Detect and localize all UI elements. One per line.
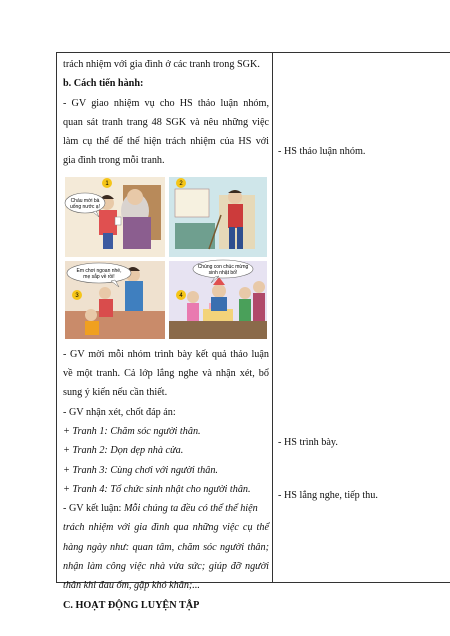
p3-line: - GV nhận xét, chốt đáp án:: [63, 406, 176, 418]
panel-3-number: 3: [75, 292, 79, 299]
p2-line-2: về một tranh. Cả lớp lắng nghe và nhận xét, bổ: [63, 368, 269, 380]
conclusion-line-4: nhận làm công việc nhà vừa sức; giúp đỡ người: [63, 561, 269, 573]
student-activity-1: - HS thảo luận nhóm.: [278, 146, 366, 157]
conclusion-line-3: hàng ngày như: quan tâm, chăm sóc người thân;: [63, 541, 269, 553]
bubble3-line-1: Em chơi ngoan nhé,: [76, 267, 122, 274]
student-activity-2: - HS trình bày.: [278, 437, 338, 448]
answer-1: + Tranh 1: Chăm sóc người thân.: [63, 425, 201, 437]
conclusion-line-5: thân khi đau ốm, gặp khó khăn;...: [63, 580, 200, 592]
lesson-table: [56, 52, 450, 611]
bubble4-line-2: sinh nhật bố!: [208, 269, 238, 276]
panel-4-number: 4: [179, 292, 183, 299]
panel-1-number: 1: [105, 180, 109, 187]
answer-2: + Tranh 2: Dọn dẹp nhà cửa.: [63, 445, 184, 457]
p1-line-3: làm cụ thể để thể hiện trách nhiệm của HS với: [63, 136, 269, 148]
heading-procedure: b. Cách tiến hành:: [63, 78, 144, 90]
panel-4: [169, 260, 267, 339]
panel-1: [65, 177, 165, 257]
answer-3: + Tranh 3: Cùng chơi với người thân.: [63, 464, 218, 476]
conclusion-prefix: - GV kết luận:: [63, 503, 124, 515]
bubble1-line-2: uống nước ạ!: [70, 203, 100, 210]
p2-line-1: - GV mời mỗi nhóm trình bày kết quả thảo luận: [63, 348, 269, 360]
illustration-svg: [63, 175, 269, 341]
conclusion-line-1: [63, 499, 269, 518]
conclusion-first: Mỗi chúng ta đều có thể thể hiện: [123, 503, 258, 515]
panel-3: [65, 261, 165, 339]
column-divider: [272, 53, 273, 582]
student-activity-3: - HS lắng nghe, tiếp thu.: [278, 490, 378, 501]
p1-line-4: gia đình trong mỗi tranh.: [63, 155, 165, 167]
conclusion-line-2: trách nhiệm với gia đình qua những việc cụ thể: [63, 522, 269, 534]
panel-2: [169, 177, 267, 257]
intro-line: trách nhiệm với gia đình ở các tranh trong SGK.: [63, 59, 260, 70]
p1-line-2: quan sát tranh trang 48 SGK và nêu những việc: [63, 116, 269, 128]
answer-4: + Tranh 4: Tổ chức sinh nhật cho người thân.: [63, 483, 251, 495]
panel-2-number: 2: [179, 180, 183, 187]
teacher-column: [63, 55, 269, 615]
sgk-illustration: [63, 175, 269, 341]
p2-line-3: sung ý kiến nếu cần thiết.: [63, 387, 168, 399]
bubble3-line-2: mẹ sắp về rồi!: [83, 273, 115, 280]
section-c-heading: C. HOẠT ĐỘNG LUYỆN TẬP: [63, 599, 200, 611]
bubble4-line-1: Chúng con chúc mừng: [197, 263, 249, 270]
bubble1-line-1: Cháu mời bà: [70, 197, 100, 204]
p1-line-1: - GV giao nhiệm vụ cho HS thảo luận nhóm,: [63, 97, 269, 109]
